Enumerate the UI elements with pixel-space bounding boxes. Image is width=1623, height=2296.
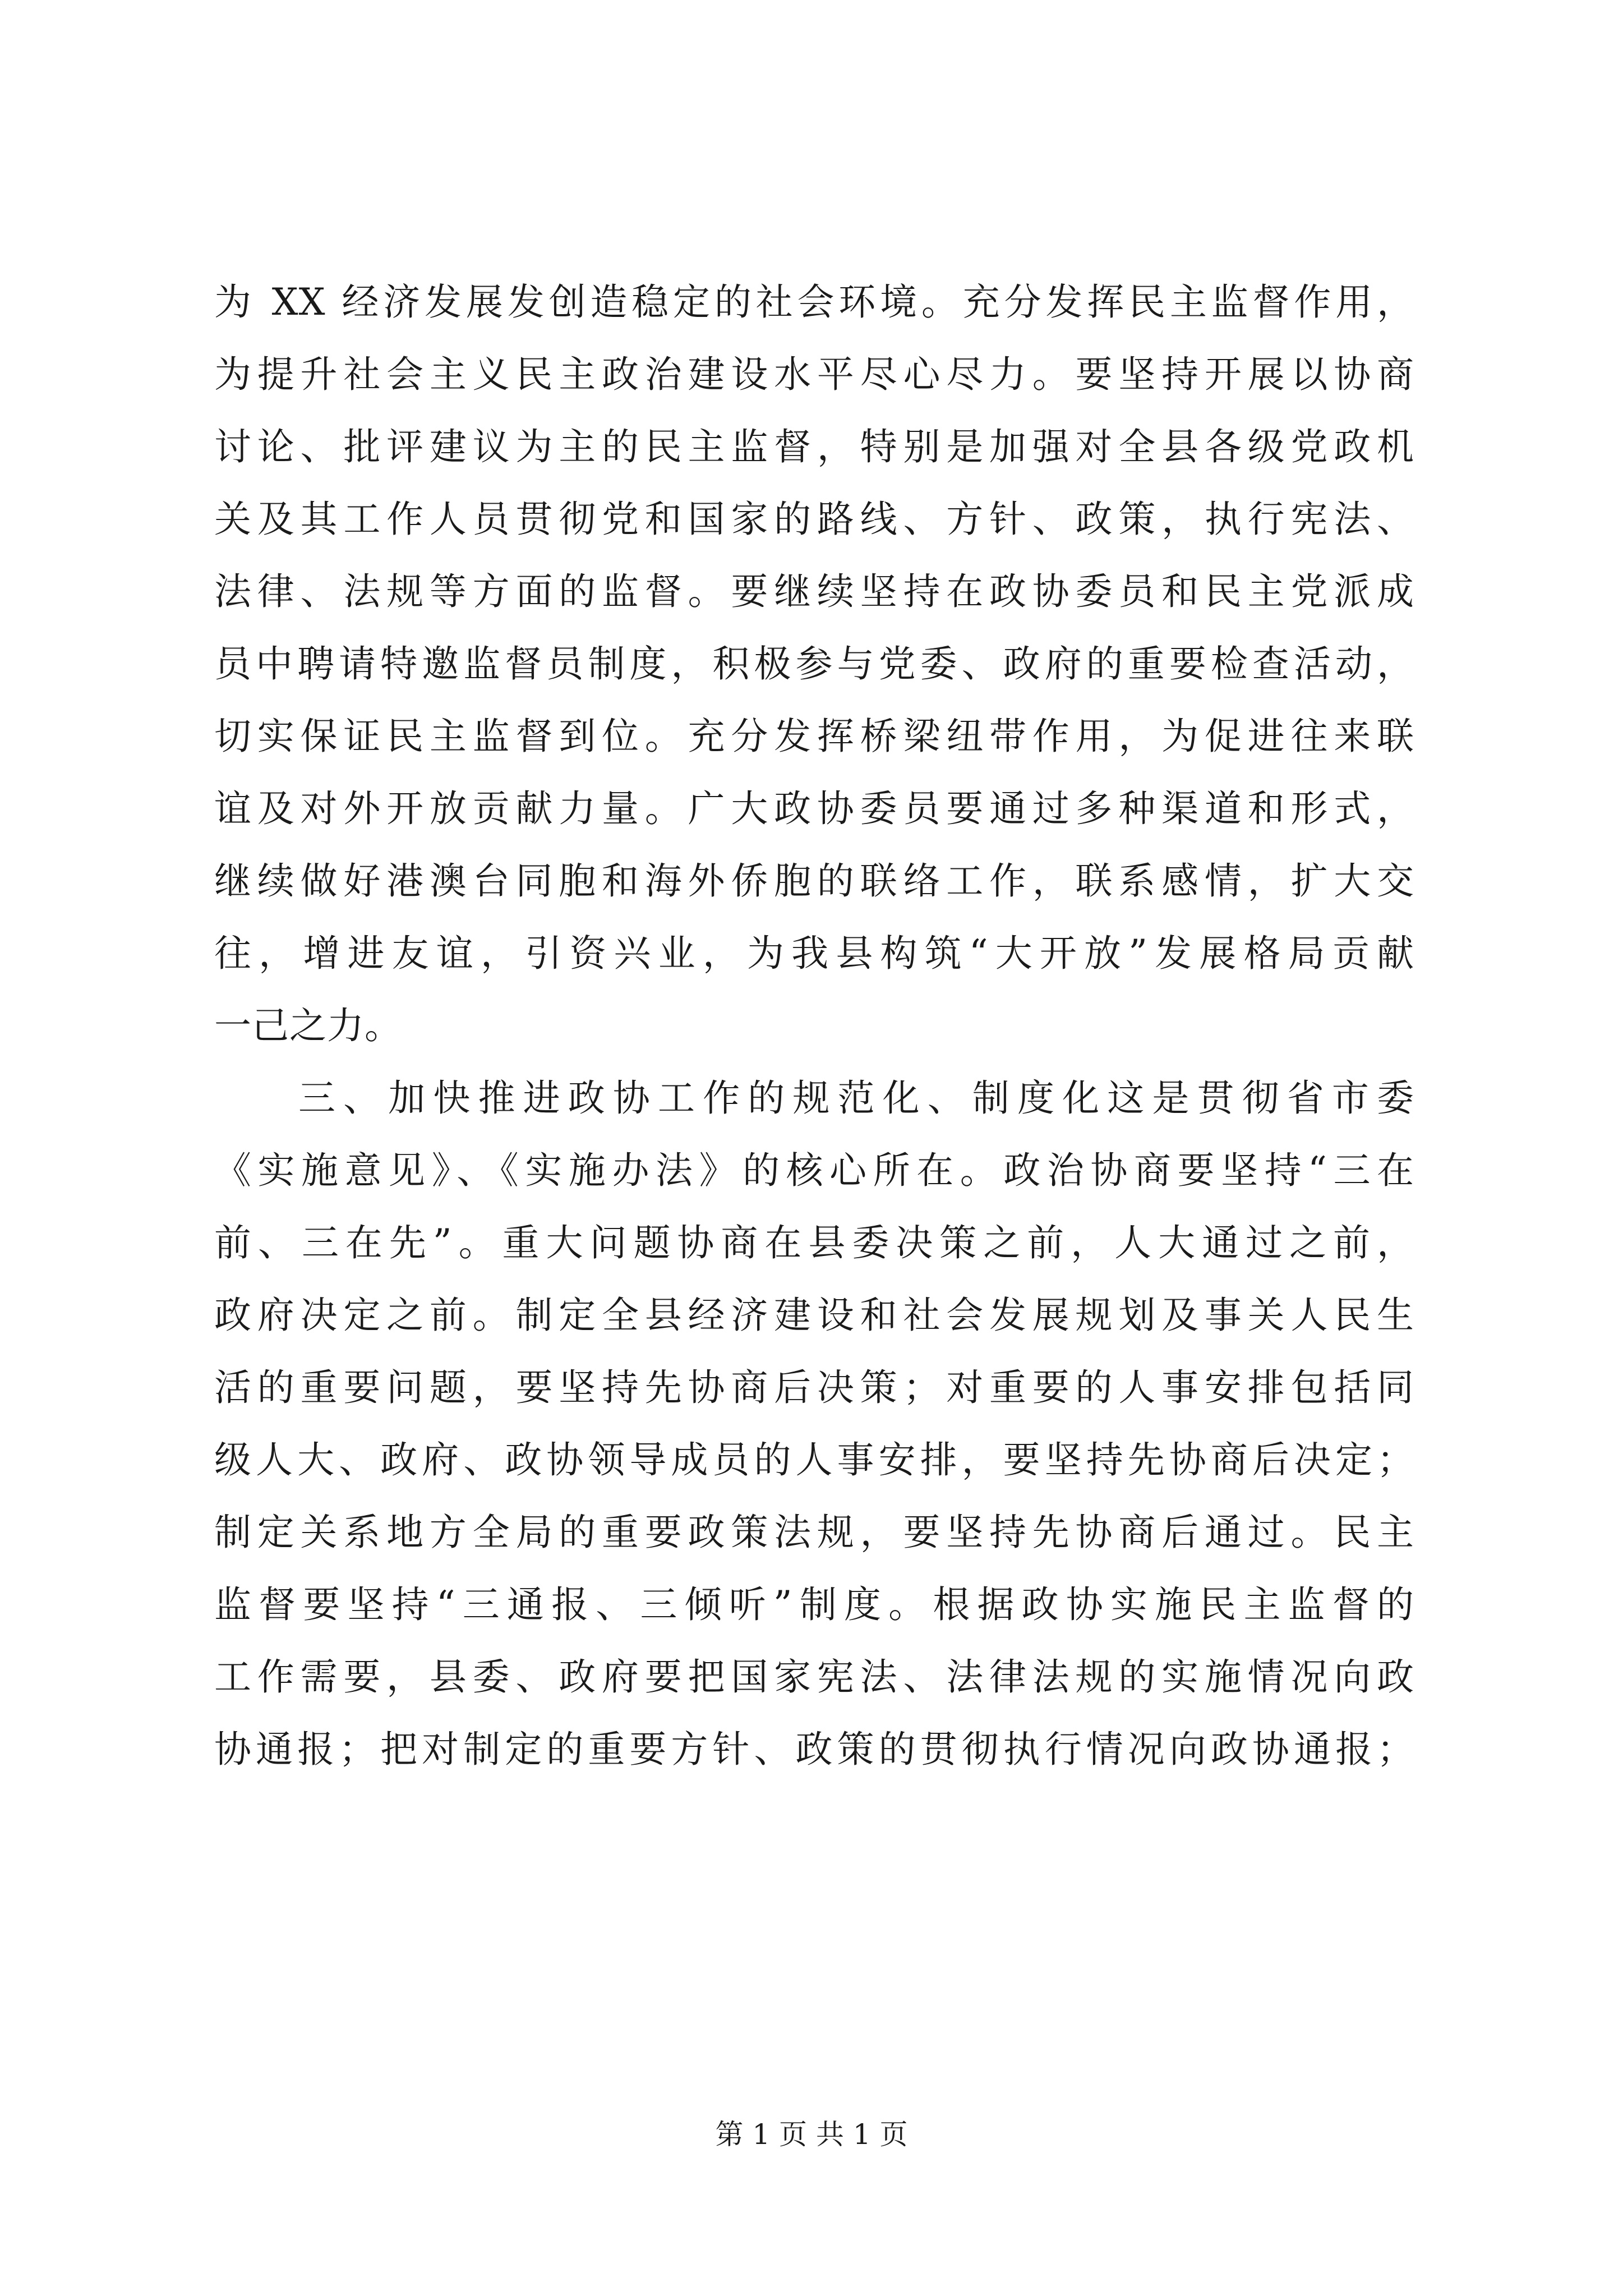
paragraph-1-line: 为 XX 经济发展发创造稳定的社会环境。充分发挥民主监督作用， — [214, 280, 1414, 324]
page-footer — [0, 2115, 1623, 2154]
paragraph-1-line: 切实保证民主监督到位。充分发挥桥梁纽带作用，为促进往来联 — [214, 715, 1414, 758]
paragraph-2-line: 制定关系地方全局的重要政策法规，要坚持先协商后通过。民主 — [214, 1511, 1414, 1554]
page-number-label: 第 1 页 共 1 页 — [715, 2118, 908, 2151]
paragraph-2-line: 三、加快推进政协工作的规范化、制度化这是贯彻省市委 — [298, 1076, 1414, 1120]
paragraph-1-line: 讨论、批评建议为主的民主监督，特别是加强对全县各级党政机 — [214, 425, 1414, 468]
body-text — [214, 266, 1414, 1786]
paragraph-1-line: 员中聘请特邀监督员制度，积极参与党委、政府的重要检查活动， — [214, 642, 1414, 685]
paragraph-2-line: 工作需要，县委、政府要把国家宪法、法律法规的实施情况向政 — [214, 1655, 1414, 1699]
paragraph-1-line: 往，增进友谊，引资兴业，为我县构筑“大开放”发展格局贡献 — [214, 932, 1414, 975]
paragraph-1-line: 谊及对外开放贡献力量。广大政协委员要通过多种渠道和形式， — [214, 787, 1414, 830]
paragraph-1-line: 为提升社会主义民主政治建设水平尽心尽力。要坚持开展以协商 — [214, 353, 1414, 396]
paragraph-2-line: 级人大、政府、政协领导成员的人事安排，要坚持先协商后决定； — [214, 1438, 1414, 1481]
paragraph-2-line: 活的重要问题，要坚持先协商后决策；对重要的人事安排包括同 — [214, 1366, 1414, 1409]
paragraph-1-line: 一己之力。 — [214, 1004, 402, 1047]
paragraph-2-line: 协通报；把对制定的重要方针、政策的贯彻执行情况向政协通报； — [214, 1728, 1414, 1771]
paragraph-2-line: 监督要坚持“三通报、三倾听”制度。根据政协实施民主监督的 — [214, 1583, 1414, 1626]
paragraph-2-line: 政府决定之前。制定全县经济建设和社会发展规划及事关人民生 — [214, 1294, 1414, 1337]
paragraph-1-line: 关及其工作人员贯彻党和国家的路线、方针、政策，执行宪法、 — [214, 498, 1414, 541]
paragraph-2-line: 《实施意见》、《实施办法》的核心所在。政治协商要坚持“三在 — [214, 1149, 1414, 1192]
paragraph-2-line: 前、三在先”。重大问题协商在县委决策之前，人大通过之前， — [214, 1221, 1414, 1264]
paragraph-1-line: 法律、法规等方面的监督。要继续坚持在政协委员和民主党派成 — [214, 570, 1414, 613]
paragraph-1-line: 继续做好港澳台同胞和海外侨胞的联络工作，联系感情，扩大交 — [214, 859, 1414, 903]
